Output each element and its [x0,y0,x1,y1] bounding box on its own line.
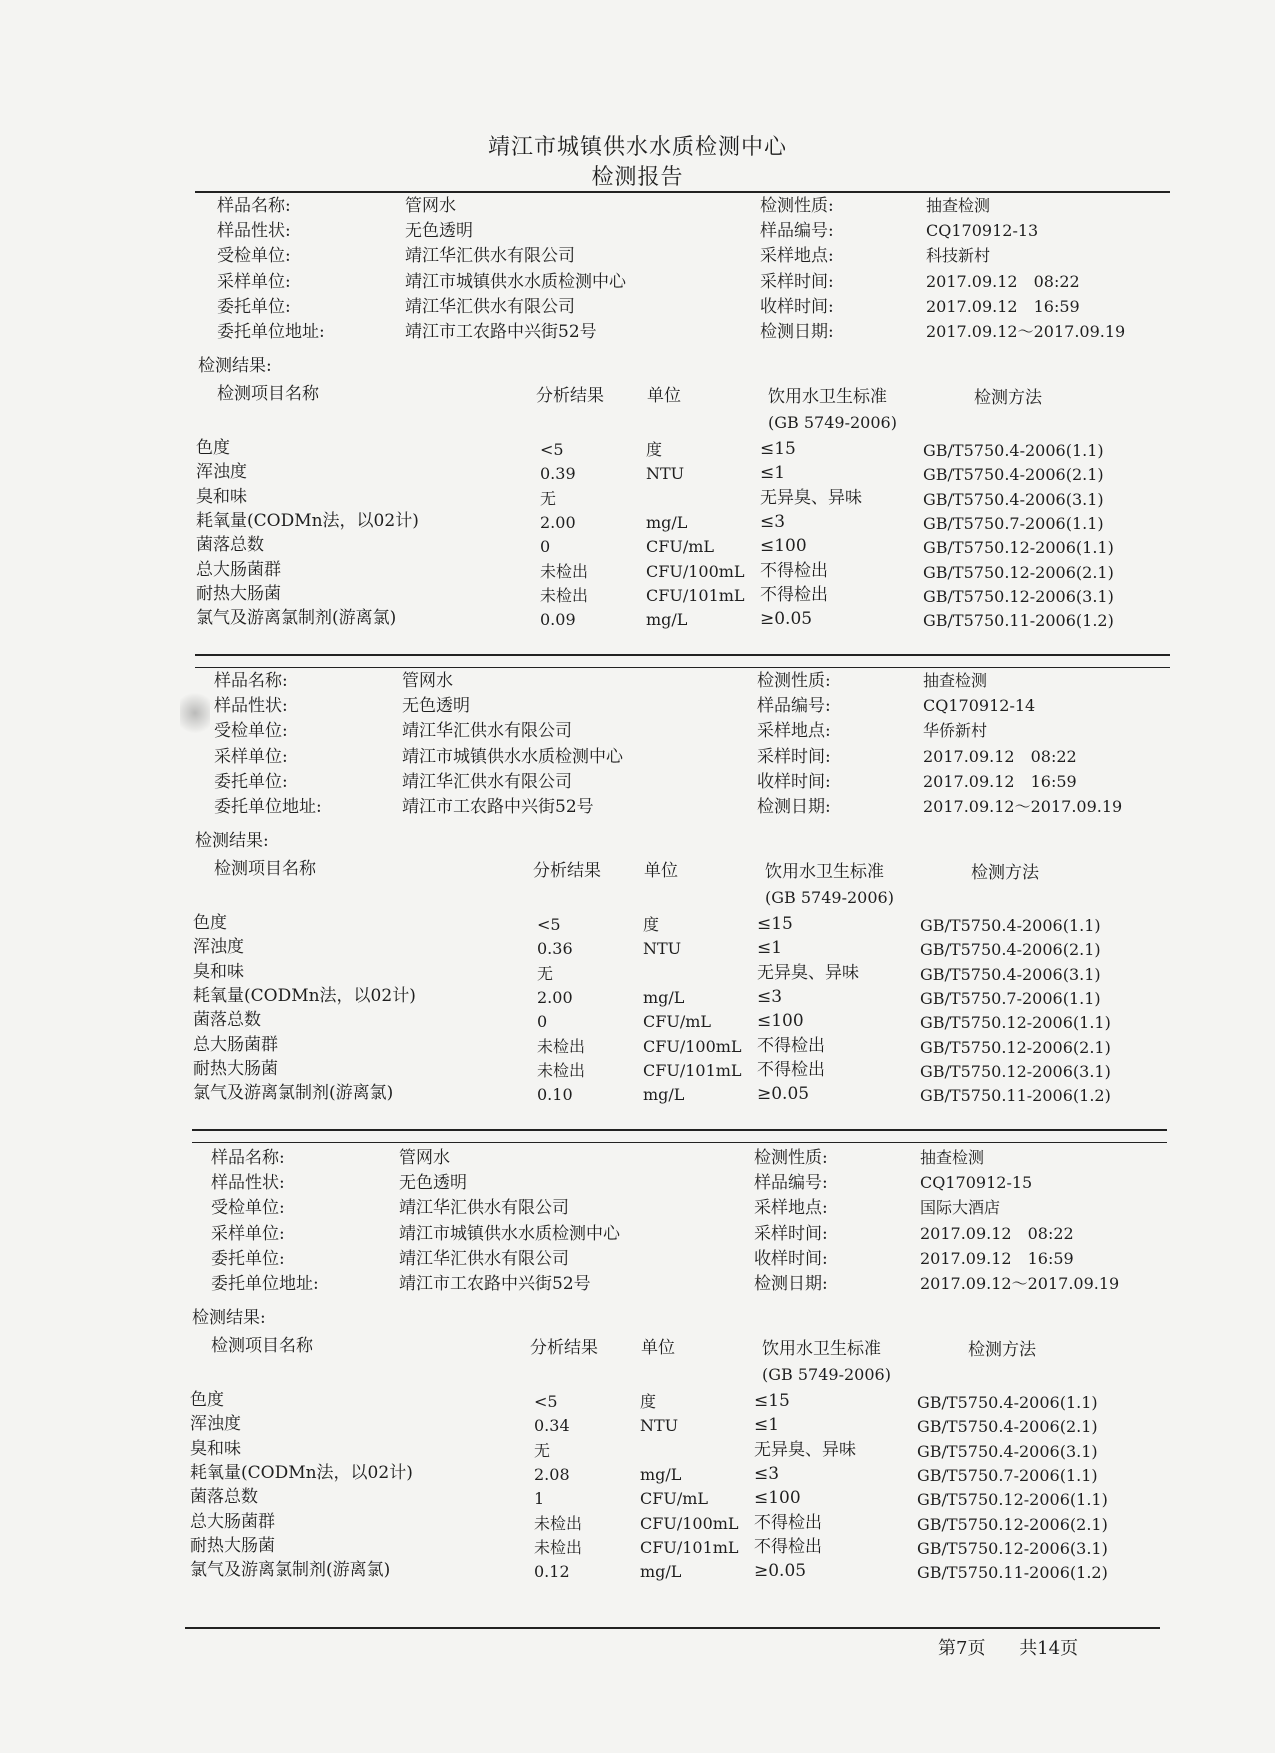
field-label: 委托单位: [217,296,291,317]
table-cell-result: 0 [540,537,551,557]
col-header-item: 检测项目名称 [214,859,316,879]
field-value: 无色透明 [402,696,470,717]
table-cell-item: 氯气及游离氯制剂(游离氯) [193,1083,394,1104]
field-label: 委托单位: [214,771,288,792]
table-cell-item: 浑浊度 [193,937,244,958]
field-value: 抽查检测 [926,196,991,215]
field-value: 2017.09.12 16:59 [923,771,1077,791]
table-cell-item: 耗氧量(CODMn法，以02计) [190,1462,413,1483]
field-value: 靖江华汇供水有限公司 [399,1198,569,1219]
table-cell-result: 未检出 [534,1537,583,1557]
table-cell-result: 未检出 [534,1513,583,1533]
col-header-unit: 单位 [641,1338,675,1358]
table-cell-result: 1 [534,1489,545,1509]
table-cell-method: GB/T5750.12-2006(1.1) [920,1013,1111,1033]
table-cell-item: 耐热大肠菌 [193,1058,278,1079]
field-label: 样品性状: [211,1173,285,1194]
field-label: 样品名称: [211,1148,285,1168]
field-value: 靖江市工农路中兴街52号 [399,1274,591,1294]
table-cell-result: 2.00 [540,512,576,532]
table-cell-item: 浑浊度 [190,1414,241,1435]
table-cell-method: GB/T5750.4-2006(3.1) [923,489,1104,509]
field-label: 委托单位: [211,1248,285,1269]
table-cell-method: GB/T5750.4-2006(2.1) [923,465,1104,485]
table-cell-unit: mg/L [640,1562,682,1582]
field-value: 无色透明 [399,1173,467,1194]
report-section [0,193,1275,673]
table-cell-method: GB/T5750.7-2006(1.1) [917,1465,1098,1485]
table-cell-unit: CFU/101mL [646,585,745,605]
field-label: 检测性质: [754,1148,828,1168]
table-cell-unit: NTU [646,464,685,484]
field-value: CQ170912-13 [926,221,1039,241]
table-cell-result: 0.12 [534,1562,570,1582]
table-cell-item: 耐热大肠菌 [190,1535,275,1556]
table-cell-item: 臭和味 [190,1438,241,1459]
field-label: 采样地点: [754,1198,828,1219]
table-cell-item: 耐热大肠菌 [196,583,281,604]
table-cell-result: 未检出 [537,1060,586,1080]
table-cell-standard: ≥0.05 [754,1561,807,1582]
table-cell-method: GB/T5750.12-2006(2.1) [917,1514,1108,1534]
table-cell-item: 菌落总数 [196,535,264,556]
table-cell-unit: NTU [643,939,682,959]
table-cell-result: <5 [534,1392,558,1411]
table-cell-unit: CFU/mL [646,537,715,557]
field-label: 样品编号: [754,1173,828,1194]
field-label: 受检单位: [217,246,291,267]
field-label: 采样地点: [760,246,834,267]
field-value: 抽查检测 [920,1148,985,1167]
table-cell-result: 无 [534,1440,551,1460]
table-cell-standard: ≥0.05 [757,1084,810,1105]
table-cell-method: GB/T5750.4-2006(1.1) [917,1393,1098,1412]
field-label: 样品性状: [217,221,291,242]
section-rule [192,1129,1167,1131]
col-header-result: 分析结果 [536,386,604,406]
col-header-item: 检测项目名称 [217,384,319,404]
field-value: 2017.09.12 16:59 [926,296,1080,316]
table-cell-method: GB/T5750.4-2006(3.1) [920,964,1101,984]
col-header-result: 分析结果 [533,861,601,881]
table-cell-item: 总大肠菌群 [193,1034,278,1055]
table-cell-item: 氯气及游离氯制剂(游离氯) [190,1560,391,1581]
table-cell-method: GB/T5750.7-2006(1.1) [920,988,1101,1008]
bottom-rule [185,1627,1160,1629]
col-header-standard: 饮用水卫生标准 [762,1339,881,1359]
scan-smudge [180,688,210,738]
table-cell-standard: 不得检出 [754,1512,822,1533]
table-cell-item: 氯气及游离氯制剂(游离氯) [196,608,397,629]
field-value: 2017.09.12 08:22 [926,271,1080,291]
table-cell-unit: mg/L [643,1085,685,1105]
table-cell-result: 0.10 [537,1085,573,1105]
table-cell-method: GB/T5750.11-2006(1.2) [923,611,1114,631]
field-value: 管网水 [399,1148,450,1168]
table-cell-method: GB/T5750.12-2006(3.1) [923,586,1114,606]
section-rule [195,654,1170,656]
field-label: 检测日期: [754,1274,828,1294]
table-cell-result: 0.39 [540,464,576,484]
field-value: 靖江华汇供水有限公司 [399,1248,569,1269]
col-header-standard: 饮用水卫生标准 [768,387,887,407]
field-label: 收样时间: [760,296,834,317]
table-cell-standard: ≤3 [754,1463,780,1484]
table-cell-result: 0.36 [537,939,573,959]
field-label: 检测性质: [757,671,831,691]
field-label: 样品性状: [214,696,288,717]
table-cell-result: 0.09 [540,610,576,630]
field-value: 2017.09.12～2017.09.19 [920,1274,1120,1293]
field-value: 靖江华汇供水有限公司 [405,296,575,317]
field-label: 采样时间: [754,1223,828,1244]
table-cell-standard: 不得检出 [760,560,828,581]
page-total: 共14页 [1019,1638,1079,1659]
field-label: 采样时间: [760,271,834,292]
field-label: 采样单位: [217,271,291,292]
field-value: 2017.09.12 08:22 [920,1223,1074,1243]
table-cell-result: 未检出 [537,1036,586,1056]
field-label: 样品编号: [760,221,834,242]
table-cell-method: GB/T5750.12-2006(3.1) [917,1538,1108,1558]
table-cell-unit: 度 [646,440,663,459]
col-header-unit: 单位 [647,386,681,406]
table-cell-standard: 不得检出 [760,584,828,605]
table-cell-method: GB/T5750.12-2006(2.1) [923,562,1114,582]
field-value: 2017.09.12～2017.09.19 [923,797,1123,816]
table-cell-item: 臭和味 [193,961,244,982]
report-title: 靖江市城镇供水水质检测中心 [487,135,787,160]
field-label: 委托单位地址: [214,797,322,817]
table-cell-standard: ≤15 [757,914,793,934]
results-heading: 检测结果: [192,1308,266,1328]
table-cell-method: GB/T5750.4-2006(3.1) [917,1441,1098,1461]
table-cell-item: 色度 [190,1390,224,1410]
field-label: 采样单位: [211,1223,285,1244]
table-cell-standard: ≤1 [754,1415,780,1436]
table-cell-item: 耗氧量(CODMn法，以02计) [196,510,419,531]
field-value: 抽查检测 [923,671,988,690]
table-cell-method: GB/T5750.4-2006(2.1) [920,940,1101,960]
table-cell-standard: ≤100 [760,536,807,557]
table-cell-method: GB/T5750.12-2006(1.1) [917,1490,1108,1510]
field-value: 管网水 [402,671,453,691]
table-cell-method: GB/T5750.11-2006(1.2) [920,1086,1111,1106]
col-header-method: 检测方法 [968,1340,1036,1360]
table-cell-unit: mg/L [640,1464,682,1484]
field-value: 靖江华汇供水有限公司 [402,721,572,742]
table-cell-method: GB/T5750.12-2006(3.1) [920,1061,1111,1081]
table-cell-standard: ≤1 [760,463,786,484]
field-label: 采样单位: [214,746,288,767]
field-value: 靖江市工农路中兴街52号 [402,797,594,817]
table-cell-item: 臭和味 [196,486,247,507]
col-header-method: 检测方法 [974,388,1042,408]
col-header-result: 分析结果 [530,1338,598,1358]
table-cell-standard: 无异臭、异味 [754,1439,856,1460]
table-cell-unit: mg/L [646,512,688,532]
table-cell-unit: CFU/100mL [640,1513,739,1533]
table-cell-method: GB/T5750.12-2006(1.1) [923,538,1114,558]
field-value: 靖江华汇供水有限公司 [405,246,575,267]
table-cell-method: GB/T5750.7-2006(1.1) [923,513,1104,533]
field-value: 靖江市城镇供水水质检测中心 [405,271,626,292]
field-value: 华侨新村 [923,721,988,741]
table-cell-result: 2.00 [537,987,573,1007]
col-header-standard-ref: (GB 5749-2006) [765,888,894,907]
field-label: 采样地点: [757,721,831,742]
results-heading: 检测结果: [198,356,272,376]
field-value: CQ170912-14 [923,696,1036,716]
results-heading: 检测结果: [195,831,269,851]
col-header-item: 检测项目名称 [211,1336,313,1356]
field-value: 国际大酒店 [920,1198,1001,1218]
field-value: 科技新村 [926,246,991,266]
table-cell-item: 色度 [196,438,230,458]
field-value: 2017.09.12～2017.09.19 [926,322,1126,341]
table-cell-standard: ≥0.05 [760,609,813,630]
field-label: 采样时间: [757,746,831,767]
table-cell-result: 无 [537,963,554,983]
table-cell-standard: ≤100 [757,1011,804,1032]
table-cell-standard: 不得检出 [757,1035,825,1056]
field-value: 管网水 [405,196,456,216]
field-value: 2017.09.12 16:59 [920,1248,1074,1268]
table-cell-unit: 度 [643,915,660,934]
table-cell-standard: ≤3 [760,511,786,532]
table-cell-standard: ≤15 [754,1391,790,1411]
table-cell-unit: CFU/101mL [640,1537,739,1557]
field-value: CQ170912-15 [920,1173,1033,1193]
table-cell-result: 未检出 [540,585,589,605]
field-label: 检测日期: [757,797,831,817]
col-header-standard-ref: (GB 5749-2006) [762,1365,891,1384]
table-cell-item: 菌落总数 [190,1487,258,1508]
field-value: 靖江市城镇供水水质检测中心 [399,1223,620,1244]
table-cell-unit: mg/L [646,610,688,630]
table-cell-unit: NTU [640,1416,679,1436]
field-label: 样品编号: [757,696,831,717]
col-header-unit: 单位 [644,861,678,881]
table-cell-method: GB/T5750.4-2006(1.1) [920,916,1101,935]
field-value: 2017.09.12 08:22 [923,746,1077,766]
col-header-standard-ref: (GB 5749-2006) [768,413,897,432]
section-rule-thin [192,1142,1167,1143]
table-cell-unit: CFU/101mL [643,1060,742,1080]
field-label: 委托单位地址: [211,1274,319,1294]
table-cell-unit: 度 [640,1392,657,1411]
field-label: 样品名称: [214,671,288,691]
page-footer [938,1634,1106,1660]
report-section [0,668,1275,1148]
table-cell-item: 色度 [193,913,227,933]
table-cell-method: GB/T5750.4-2006(2.1) [917,1417,1098,1437]
table-cell-standard: ≤3 [757,986,783,1007]
table-cell-result: <5 [537,915,561,934]
field-value: 靖江市城镇供水水质检测中心 [402,746,623,767]
field-label: 受检单位: [214,721,288,742]
table-cell-unit: CFU/100mL [643,1036,742,1056]
table-cell-standard: ≤1 [757,938,783,959]
table-cell-method: GB/T5750.11-2006(1.2) [917,1563,1108,1583]
table-cell-standard: 无异臭、异味 [757,962,859,983]
table-cell-method: GB/T5750.12-2006(2.1) [920,1037,1111,1057]
table-cell-unit: CFU/100mL [646,561,745,581]
table-cell-item: 总大肠菌群 [190,1511,275,1532]
table-cell-standard: 不得检出 [754,1536,822,1557]
report-subtitle: 检测报告 [591,165,684,190]
table-cell-result: 无 [540,488,557,508]
field-value: 无色透明 [405,221,473,242]
table-cell-standard: ≤100 [754,1488,801,1509]
table-cell-standard: 不得检出 [757,1059,825,1080]
field-value: 靖江华汇供水有限公司 [402,771,572,792]
table-cell-item: 总大肠菌群 [196,559,281,580]
table-cell-unit: CFU/mL [640,1489,709,1509]
col-header-standard: 饮用水卫生标准 [765,862,884,882]
table-cell-result: 2.08 [534,1464,570,1484]
table-cell-unit: CFU/mL [643,1012,712,1032]
table-cell-method: GB/T5750.4-2006(1.1) [923,441,1104,460]
col-header-method: 检测方法 [971,863,1039,883]
page-number: 第7页 [938,1638,986,1659]
field-label: 样品名称: [217,196,291,216]
table-cell-item: 浑浊度 [196,462,247,483]
table-cell-result: 0 [537,1012,548,1032]
field-value: 靖江市工农路中兴街52号 [405,322,597,342]
field-label: 委托单位地址: [217,322,325,342]
table-cell-result: <5 [540,440,564,459]
table-cell-standard: ≤15 [760,439,796,459]
table-cell-unit: mg/L [643,987,685,1007]
field-label: 检测日期: [760,322,834,342]
field-label: 检测性质: [760,196,834,216]
field-label: 收样时间: [754,1248,828,1269]
field-label: 收样时间: [757,771,831,792]
table-cell-item: 菌落总数 [193,1010,261,1031]
report-section [0,1145,1275,1625]
table-cell-result: 0.34 [534,1416,570,1436]
table-cell-item: 耗氧量(CODMn法，以02计) [193,985,416,1006]
field-label: 受检单位: [211,1198,285,1219]
table-cell-standard: 无异臭、异味 [760,487,862,508]
table-cell-result: 未检出 [540,561,589,581]
